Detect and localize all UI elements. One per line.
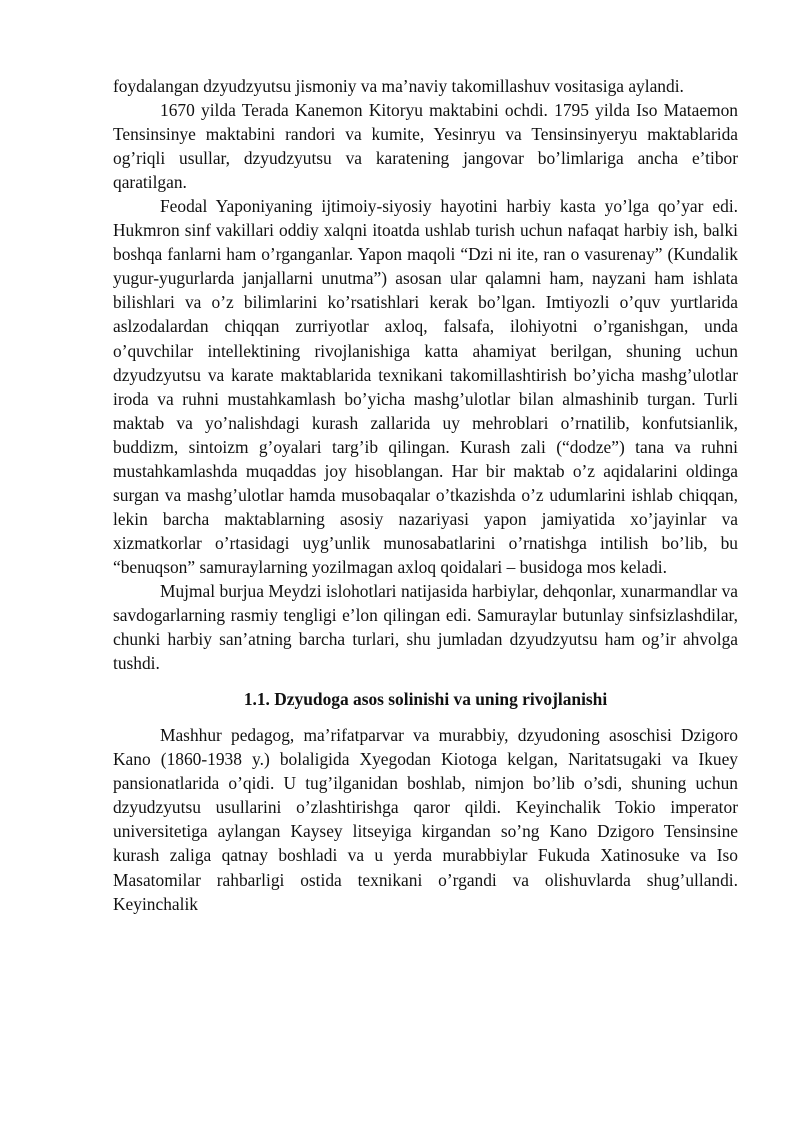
paragraph-continuation: foydalangan dzyudzyutsu jismoniy va ma’naviy takomillashuv vositasiga aylandi. <box>113 76 684 96</box>
paragraph-feudal-japan: Feodal Yaponiyaning ijtimoiy-siyosiy hayotini harbiy kasta yo’lga qo’yar edi. Hukmron sinf vakillari oddiy xalqni itoatda ushlab turish uchun nafaqat harbiy ish, balki boshqa fanlarni ham o’rganganlar. Yapon maqoli “Dzi ni ite, ran o vasurenay” (Kundalik yugur-yugurlarda janjallarni unutma”) asosan ular qalamni ham, nayzani ham ishlata bilishlari va o’z bilimlarini ko’rsatishlari kerak bo’lgan. Imtiyozli o’quv yurtlarida aslzodalardan chiqqan zurriyotlar axloq, falsafa, ilohiyotni o’rganishgan, unda o’quvchilar intellektining rivojlanishiga katta ahamiyat berilgan, shuning uchun dzyudzyutsu va karate maktablarida texnikani takomillashtirish bo’yicha mashg’ulotlar iroda va ruhni mustahkamlash bo’yicha mashg’ulotlar bilan almashinib turgan. Turli maktab va yo’nalishdagi kurash zallarida uy mehroblari o’rnatilib, konfutsianlik, buddizm, sintoizm g’oyalari targ’ib qilingan. Kurash zali (“dodze”) tana va ruhni mustahkamlashda muqaddas joy hisoblangan. Har bir maktab o’z aqidalarini oldinga surgan va mashg’ulotlar hamda musobaqalar o’tkazishda o’z udumlarini ishlab chiqqan, lekin barcha maktablarning asosiy nazariyasi yapon jamiyatida xo’jayinlar va xizmatkorlar o’rtasidagi uyg’unlik munosabatlarini o’rnatishga intilish bo’lib, bu “benuqson” samuraylarning yozilmagan axloq qoidalari – busidoga mos keladi. <box>113 196 738 577</box>
document-body <box>113 74 738 916</box>
paragraph-meiji-reforms: Mujmal burjua Meydzi islohotlari natijasida harbiylar, dehqonlar, xunarmandlar va savdogarlarning rasmiy tengligi e’lon qilingan edi. Samuraylar butunlay sinfsizlashdilar, chunki harbiy san’atning barcha turlari, shu jumladan dzyudzyutsu ham og’ir ahvolga tushdi. <box>113 580 738 674</box>
section-heading: 1.1. Dzyudoga asos solinishi va uning rivojlanishi <box>243 689 608 710</box>
paragraph-kano-biography: Mashhur pedagog, ma’rifatparvar va murabbiy, dzyudoning asoschisi Dzigoro Kano (1860-1938 y.) bolaligida Xyegodan Kiotoga kelgan, Naritatsugaki va Ikuey pansionatlarida o’qidi. U tug’ilganidan boshlab, nimjon bo’lib o’sdi, shuning uchun dzyudzyutsu usullarini o’zlashtirishga qaror qildi. Keyinchalik Tokio imperator universitetiga aylangan Kaysey litseyiga kirgandan so’ng Kano Dzigoro Tensinsine kurash zaliga qatnay boshladi va u yerda murabbiylar Fukuda Xatinosuke va Iso Masatomilar rahbarligi ostida texnikani o’rgandi va olishuvlarda shug’ullandi. Keyinchalik <box>113 725 738 914</box>
paragraph-kitoryu-school: 1670 yilda Terada Kanemon Kitoryu maktabini ochdi. 1795 yilda Iso Mataemon Tensinsinye maktabini randori va kumite, Yesinryu va Tensinsinyeryu maktablarida og’riqli usullar, dzyudzyutsu va karatening jangovar bo’limlariga ancha e’tibor qaratilgan. <box>113 100 738 193</box>
